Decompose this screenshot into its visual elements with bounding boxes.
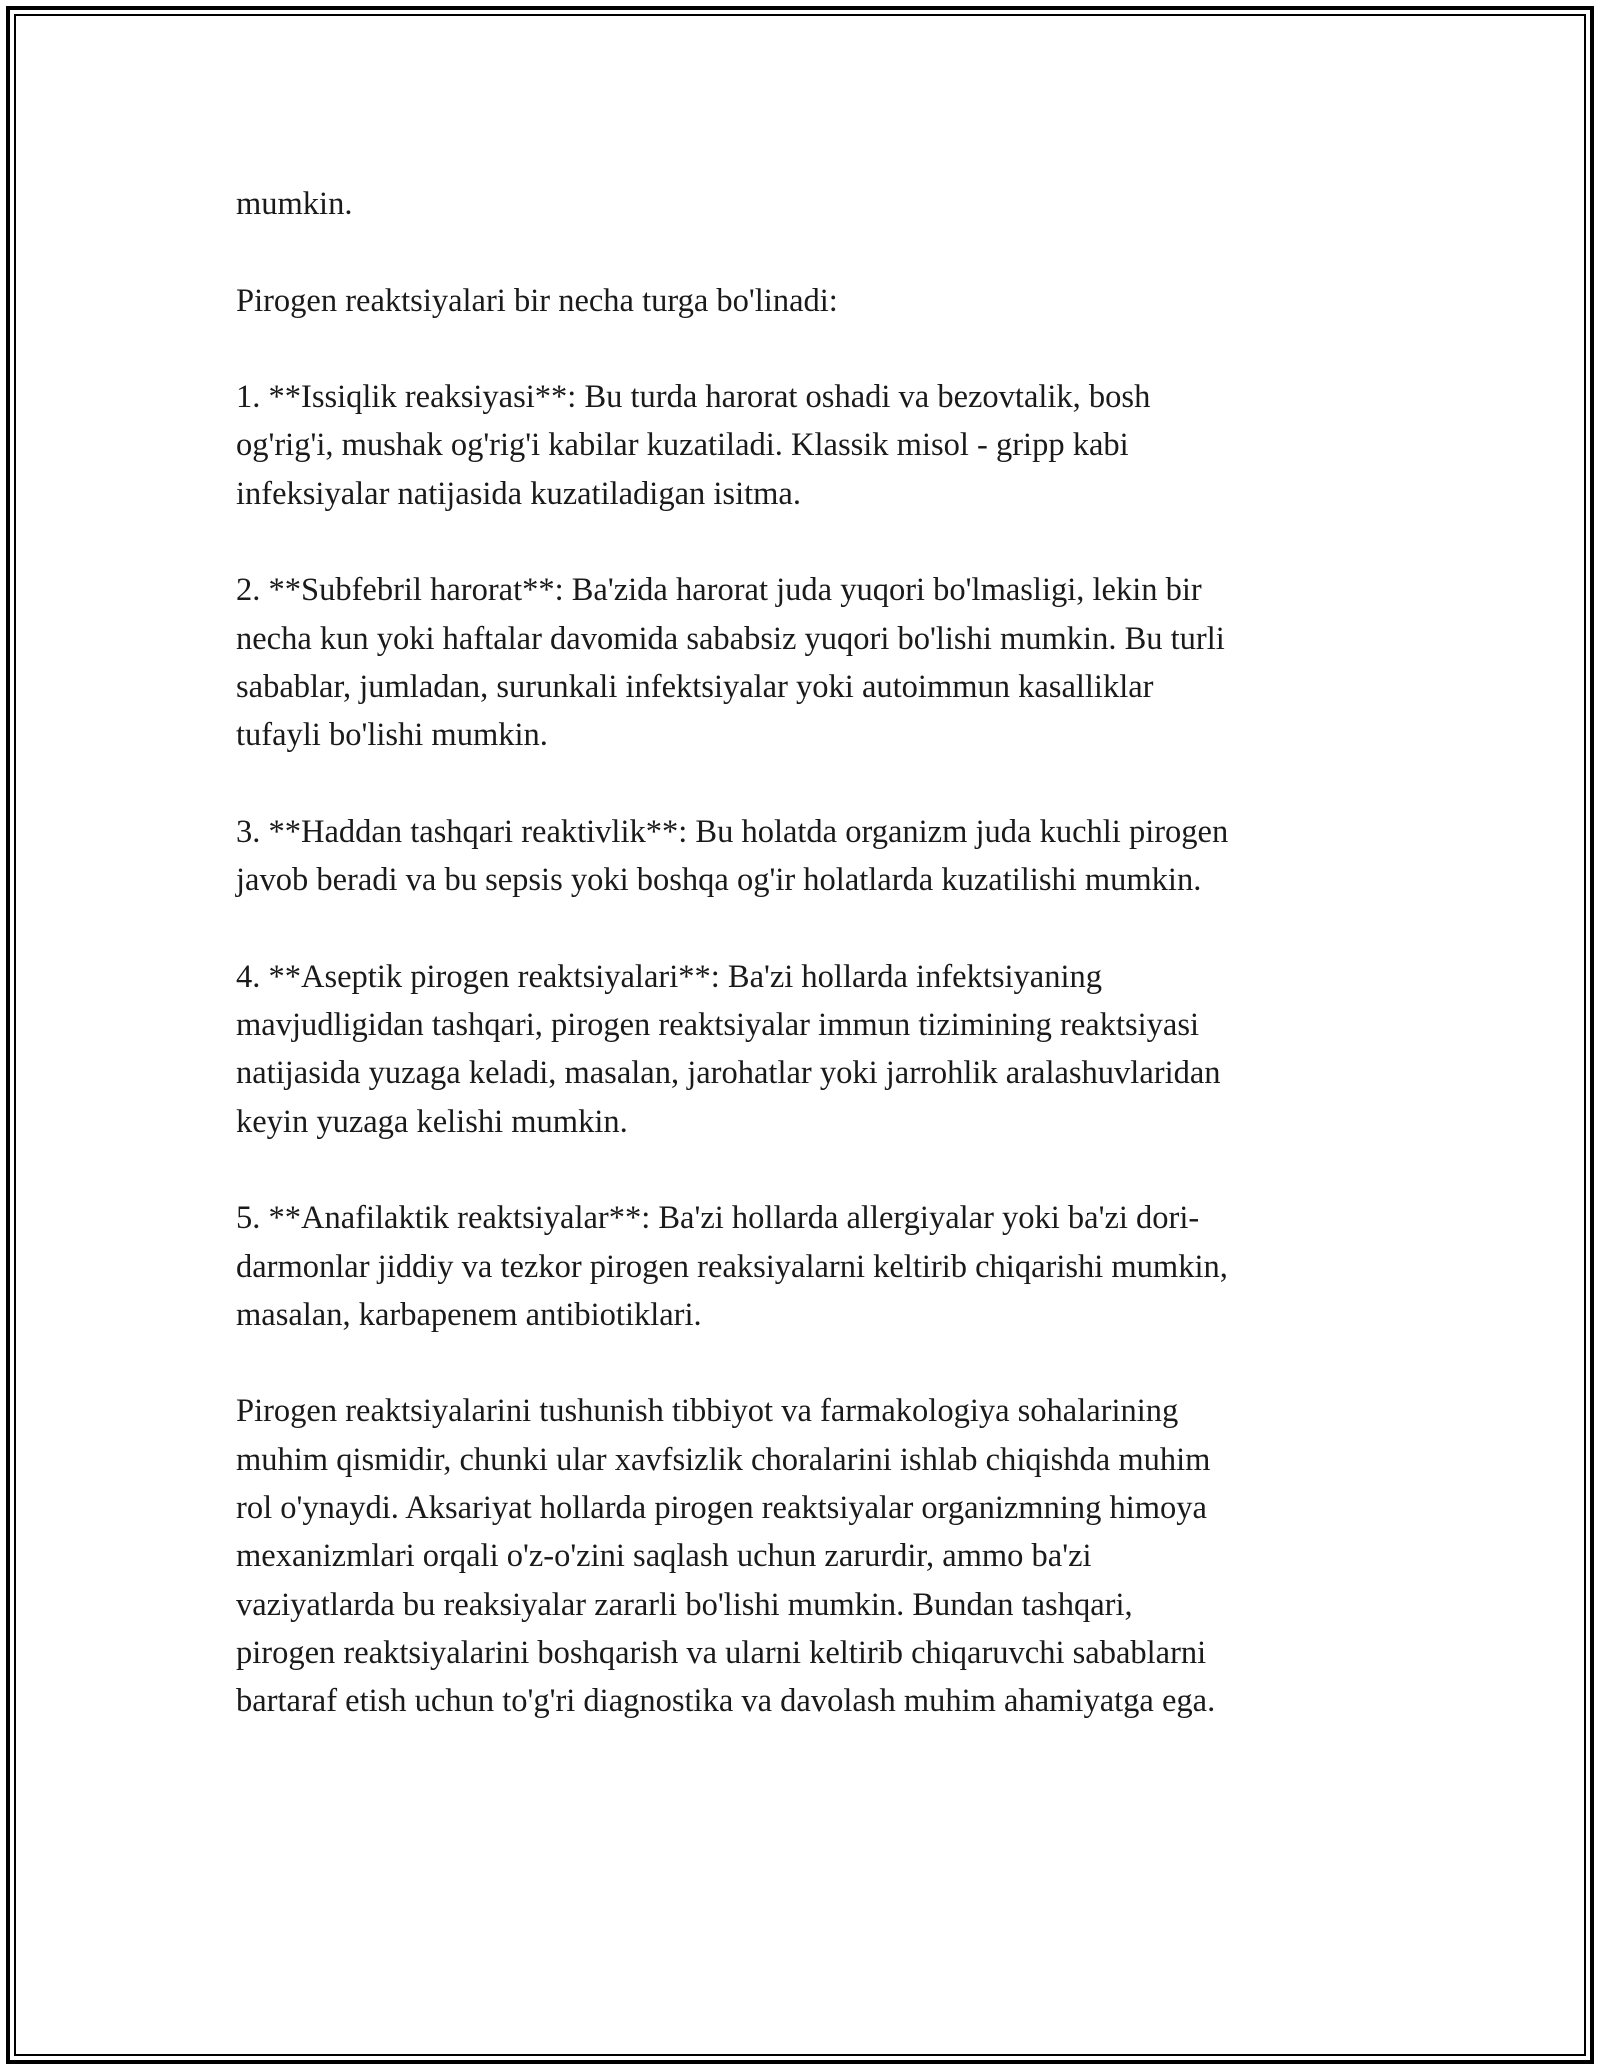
text-line: Pirogen reaktsiyalari bir necha turga bo'linadi: [236,282,838,319]
paragraph [236,1387,1366,1725]
text-line: pirogen reaktsiyalarini boshqarish va ularni keltirib chiqaruvchi sabablarni [236,1634,1207,1671]
paragraph [236,180,1366,228]
text-line: mexanizmlari orqali o'z-o'zini saqlash uchun zarurdir, ammo ba'zi [236,1538,1092,1575]
paragraph [236,808,1366,905]
paragraph [236,373,1366,518]
text-line: keyin yuzaga kelishi mumkin. [236,1103,628,1140]
text-line: 4. **Aseptik pirogen reaktsiyalari**: Ba'zi hollarda infektsiyaning [236,958,1102,995]
text-line: sabablar, jumladan, surunkali infektsiyalar yoki autoimmun kasalliklar [236,668,1154,705]
text-line: necha kun yoki haftalar davomida sababsiz yuqori bo'lishi mumkin. Bu turli [236,620,1225,657]
paragraph [236,277,1366,325]
text-line: vaziyatlarda bu reaksiyalar zararli bo'lishi mumkin. Bundan tashqari, [236,1586,1133,1623]
text-line: 3. **Haddan tashqari reaktivlik**: Bu holatda organizm juda kuchli pirogen [236,813,1229,850]
text-line: 1. **Issiqlik reaksiyasi**: Bu turda harorat oshadi va bezovtalik, bosh [236,379,1151,416]
text-line: darmonlar jiddiy va tezkor pirogen reaksiyalarni keltirib chiqarishi mumkin, [236,1248,1228,1285]
paragraph [236,953,1366,1146]
text-line: 5. **Anafilaktik reaktsiyalar**: Ba'zi hollarda allergiyalar yoki ba'zi dori- [236,1200,1200,1237]
text-line: bartaraf etish uchun to'g'ri diagnostika va davolash muhim ahamiyatga ega. [236,1683,1216,1720]
document-body [236,180,1366,1774]
text-line: tufayli bo'lishi mumkin. [236,717,548,754]
text-line: mavjudligidan tashqari, pirogen reaktsiyalar immun tizimining reaktsiyasi [236,1007,1200,1044]
paragraph [236,566,1366,759]
paragraph [236,1194,1366,1339]
text-line: javob beradi va bu sepsis yoki boshqa og'ir holatlarda kuzatilishi mumkin. [236,862,1202,899]
text-line: mumkin. [236,186,353,222]
text-line: Pirogen reaktsiyalarini tushunish tibbiyot va farmakologiya sohalarining [236,1393,1179,1430]
text-line: masalan, karbapenem antibiotiklari. [236,1296,702,1333]
text-line: natijasida yuzaga keladi, masalan, jarohatlar yoki jarrohlik aralashuvlaridan [236,1055,1221,1092]
text-line: infeksiyalar natijasida kuzatiladigan isitma. [236,475,801,512]
text-line: rol o'ynaydi. Aksariyat hollarda pirogen reaktsiyalar organizmning himoya [236,1490,1207,1527]
text-line: muhim qismidir, chunki ular xavfsizlik choralarini ishlab chiqishda muhim [236,1441,1211,1478]
text-line: og'rig'i, mushak og'rig'i kabilar kuzatiladi. Klassik misol - gripp kabi [236,427,1129,464]
text-line: 2. **Subfebril harorat**: Ba'zida harorat juda yuqori bo'lmasligi, lekin bir [236,572,1202,609]
